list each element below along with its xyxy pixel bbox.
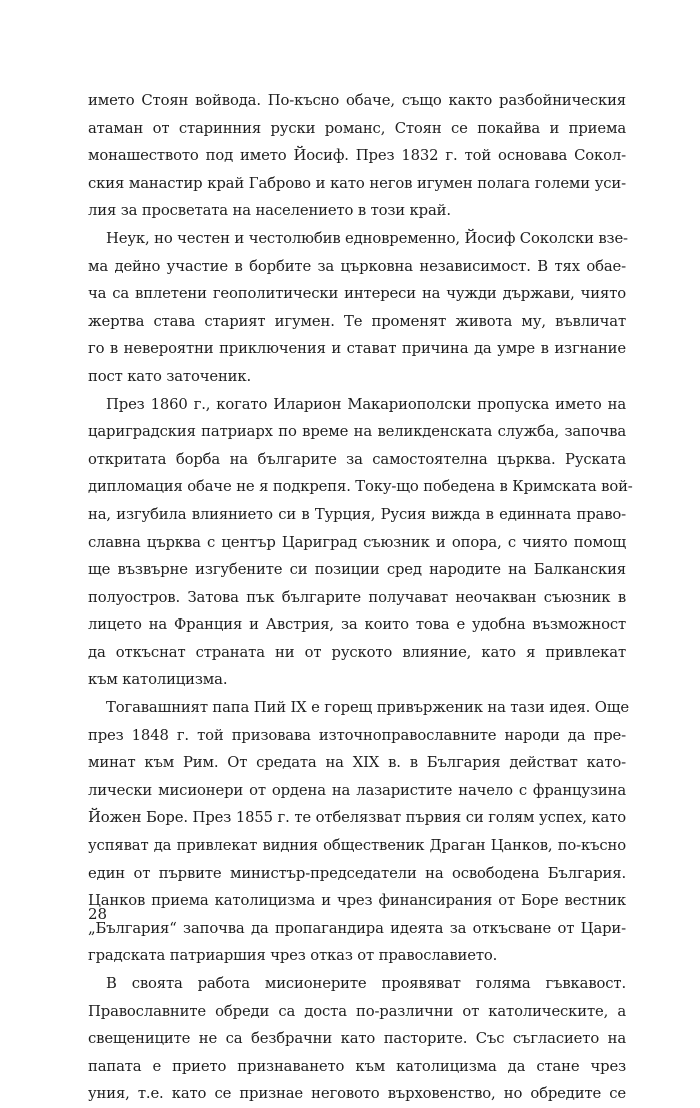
text-line: жертва става старият игумен. Те променят живота му, въвличат	[88, 312, 626, 330]
text-line: към католицизма.	[88, 671, 228, 689]
text-line: ма дейно участие в борбите за църковна независимост. В тях обае-	[88, 257, 626, 275]
text-line: ще възвърне изгубените си позиции сред народите на Балканския	[88, 561, 626, 579]
text-line: откритата борба на българите за самостоятелна църква. Руската	[88, 450, 626, 468]
text-line: успяват да привлекат видния общественик Драган Цанков, по-късно	[88, 837, 626, 855]
text-line: цариградския патриарх по време на великденската служба, започва	[88, 423, 626, 441]
text-line: да откъснат страната ни от руското влияние, като я привлекат	[88, 643, 626, 661]
text-line: През 1860 г., когато Иларион Макариополски пропуска името на	[106, 395, 626, 413]
text-line: Неук, но честен и честолюбив едновременно, Йосиф Соколски взе-	[106, 229, 628, 247]
page-number: 28	[88, 905, 108, 923]
text-line: градската патриаршия чрез отказ от православието.	[88, 947, 498, 965]
text-line: свещениците не са безбрачни като пасторите. Със съгласието на	[88, 1030, 626, 1048]
text-line: на, изгубила влиянието си в Турция, Русия вижда в единната право-	[88, 505, 626, 523]
text-line: ския манастир край Габрово и като негов игумен полага големи уси-	[88, 174, 626, 192]
body-text	[88, 87, 633, 1108]
text-line: един от първите министър-председатели на освободена България.	[88, 864, 626, 882]
text-line: Йожен Боре. През 1855 г. те отбелязват първия си голям успех, като	[88, 809, 626, 827]
text-line: „България“ започва да пропагандира идеята за откъсване от Цари-	[88, 919, 626, 937]
text-line: папата е прието признаването към католицизма да стане чрез	[88, 1057, 626, 1075]
text-line: ча са вплетени геополитически интереси на чужди държави, чиято	[88, 285, 626, 303]
text-line: Цанков приема католицизма и чрез финансирания от Боре вестник	[88, 892, 626, 910]
text-line: Православните обреди са доста по-различни от католическите, а	[88, 1002, 626, 1020]
text-line: монашеството под името Йосиф. През 1832 г. той основава Сокол-	[88, 147, 626, 165]
text-line: пост като заточеник.	[88, 367, 252, 385]
text-line: дипломация обаче не я подкрепя. Току-що победена в Кримската вой-	[88, 478, 633, 496]
text-line: го в невероятни приключения и стават причина да умре в изгнание	[88, 340, 626, 358]
text-line: В своята работа мисионерите проявяват голяма гъвкавост.	[106, 975, 626, 992]
text-line: лицето на Франция и Австрия, за които това е удобна възможност	[88, 616, 626, 634]
text-line: полуостров. Затова пък българите получават неочакван съюзник в	[88, 588, 626, 606]
text-line: името Стоян войвода. По-късно обаче, също както разбойническия	[88, 92, 626, 109]
text-line: лически мисионери от ордена на лазаристите начело с французина	[88, 781, 626, 799]
text-line: славна църква с център Цариград съюзник и опора, с чиято помощ	[88, 533, 626, 551]
text-line: през 1848 г. той призовава източноправославните народи да пре-	[88, 726, 626, 744]
text-line: атаман от старинния руски романс, Стоян се покайва и приема	[88, 119, 626, 137]
text-line: Тогавашният папа Пий IX е горещ привърженик на тази идея. Още	[106, 699, 629, 717]
text-line: минат към Рим. От средата на XIX в. в България действат като-	[88, 754, 626, 772]
text-line: уния, т.е. като се признае неговото върховенство, но обредите се	[88, 1085, 626, 1103]
text-line: лия за просветата на населението в този край.	[88, 202, 451, 220]
